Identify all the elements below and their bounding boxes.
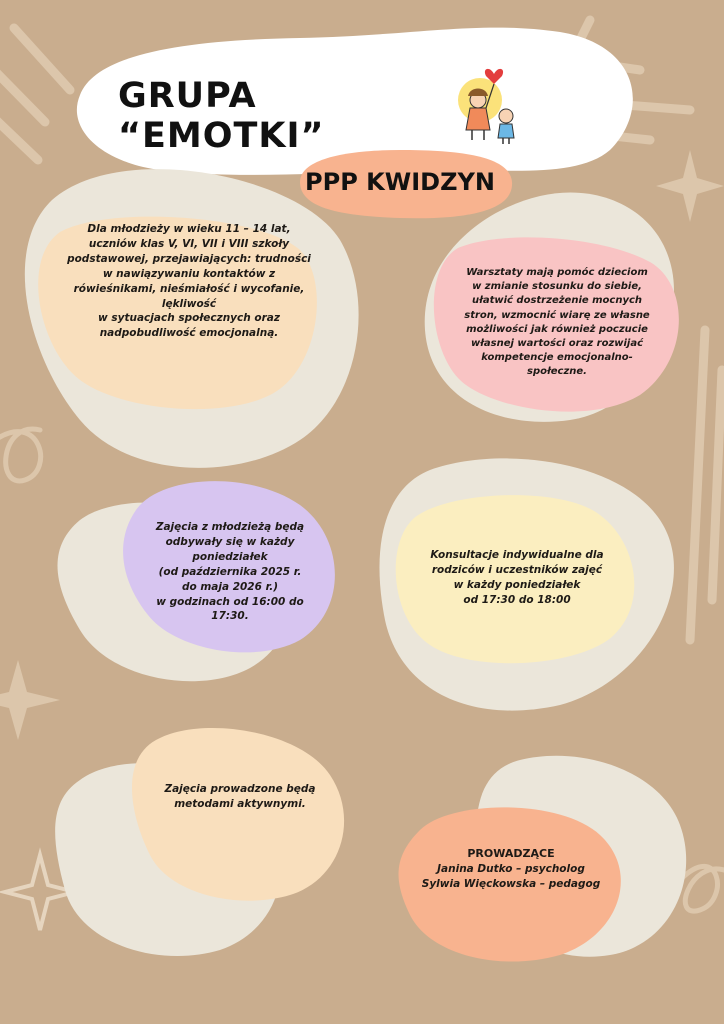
consultations-text: Konsultacje indywidualne dla rodziców i uczestników zajęć w każdy poniedziałek od 17:30 do 18:00 (430, 549, 604, 606)
leaders-text: Janina Dutko – psycholog Sylwia Więckowska – pedagog (421, 863, 601, 890)
children-with-heart-balloon-icon (450, 56, 528, 146)
target-group-text: Dla młodzieży w wieku 11 – 14 lat, uczniów klas V, VI, VII i VIII szkoły podstawowej, przejawiających: trudności w nawiązywaniu kontaktów z rówieśnikami, nieśmiałość i wycofanie, lękliwość w sytuacjach społecznych oraz nadpobudliwość emocjonalną. (67, 223, 311, 340)
workshop-goals-text: Warsztaty mają pomóc dzieciom w zmianie stosunku do siebie, ułatwić dostrzeżenie mocnych stron, wzmocnić wiarę ze własne możliwości jak również poczucie własnej wartości oraz rozwijać kompetencje emocjonalno- społeczne. (464, 267, 650, 378)
page-title: GRUPA “EMOTKI” (118, 76, 325, 156)
leaders-heading: PROWADZĄCE (467, 847, 555, 860)
methods-text: Zajęcia prowadzone będą metodami aktywnymi. (164, 783, 316, 810)
schedule-text: Zajęcia z młodzieżą będą odbywały się w każdy poniedziałek (od października 2025 r. do maja 2026 r.) w godzinach od 16:00 do 17:30. (155, 521, 305, 623)
page-subtitle: PPP KWIDZYN (305, 168, 495, 196)
